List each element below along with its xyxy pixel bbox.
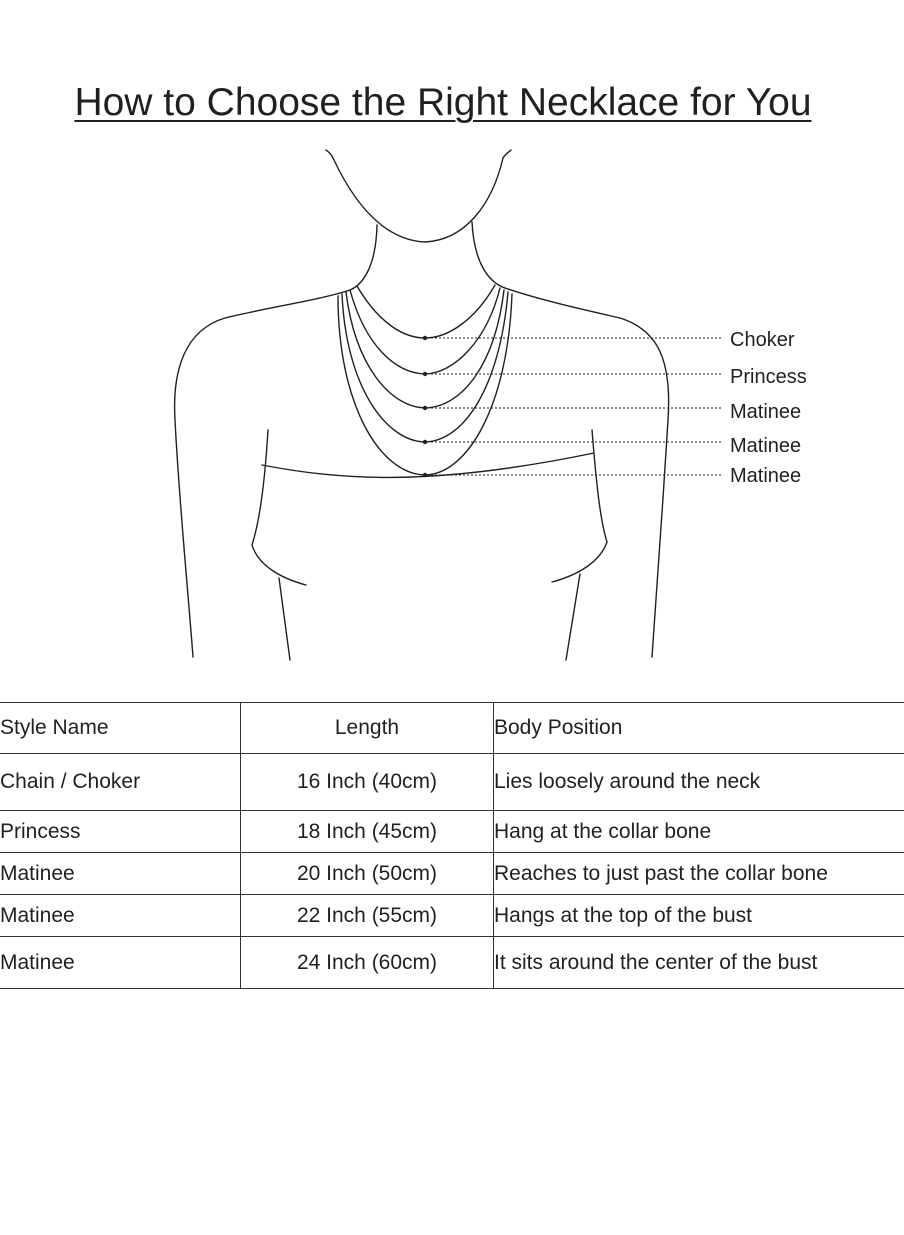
cell-style-name: Princess: [0, 819, 81, 843]
label-matinee-20: Matinee: [730, 401, 802, 423]
cell-style-name: Matinee: [0, 903, 75, 927]
table-row: [0, 853, 904, 895]
cell-body-position: Hangs at the top of the bust: [494, 903, 753, 927]
cell-style-name: Matinee: [0, 950, 75, 974]
cell-length: 22 Inch (55cm): [241, 895, 494, 937]
cell-length: 16 Inch (40cm): [241, 754, 494, 811]
label-princess: Princess: [730, 366, 807, 388]
necklace-matinee-3: [338, 294, 512, 475]
necklace-matinee-1: [346, 290, 504, 408]
table-row: [0, 754, 904, 811]
garment-neckline: [262, 453, 594, 477]
header-length: Length: [241, 703, 494, 754]
header-style-name: Style Name: [0, 716, 109, 739]
page-title: How to Choose the Right Necklace for You: [74, 81, 812, 124]
necklace-princess: [350, 288, 500, 374]
right-shoulder: [505, 288, 669, 657]
cell-style-name: Matinee: [0, 861, 75, 885]
table-row: [0, 937, 904, 989]
chin-outline: [333, 158, 503, 242]
label-matinee-22: Matinee: [730, 435, 802, 457]
cell-body-position: Reaches to just past the collar bone: [494, 861, 828, 885]
necklace-matinee-2: [342, 292, 508, 442]
neck-right: [472, 222, 505, 288]
table-row: [0, 811, 904, 853]
header-body-position: Body Position: [494, 716, 623, 739]
table-row: [0, 895, 904, 937]
label-matinee-24: Matinee: [730, 465, 802, 487]
cell-length: 20 Inch (50cm): [241, 853, 494, 895]
cell-body-position: Lies loosely around the neck: [494, 770, 761, 793]
necklace-size-table: [0, 702, 904, 989]
table-header-row: [0, 703, 904, 754]
cell-style-name: Chain / Choker: [0, 770, 141, 793]
cell-body-position: Hang at the collar bone: [494, 819, 712, 843]
torso-right: [552, 430, 607, 582]
neck-left: [350, 225, 377, 290]
torso-left-lower: [279, 578, 290, 660]
cell-length: 18 Inch (45cm): [241, 811, 494, 853]
torso-right-lower: [566, 574, 580, 660]
necklace-choker: [357, 285, 495, 338]
label-choker: Choker: [730, 329, 795, 351]
cell-length: 24 Inch (60cm): [241, 937, 494, 989]
torso-left: [252, 430, 306, 585]
cell-body-position: It sits around the center of the bust: [494, 950, 818, 974]
